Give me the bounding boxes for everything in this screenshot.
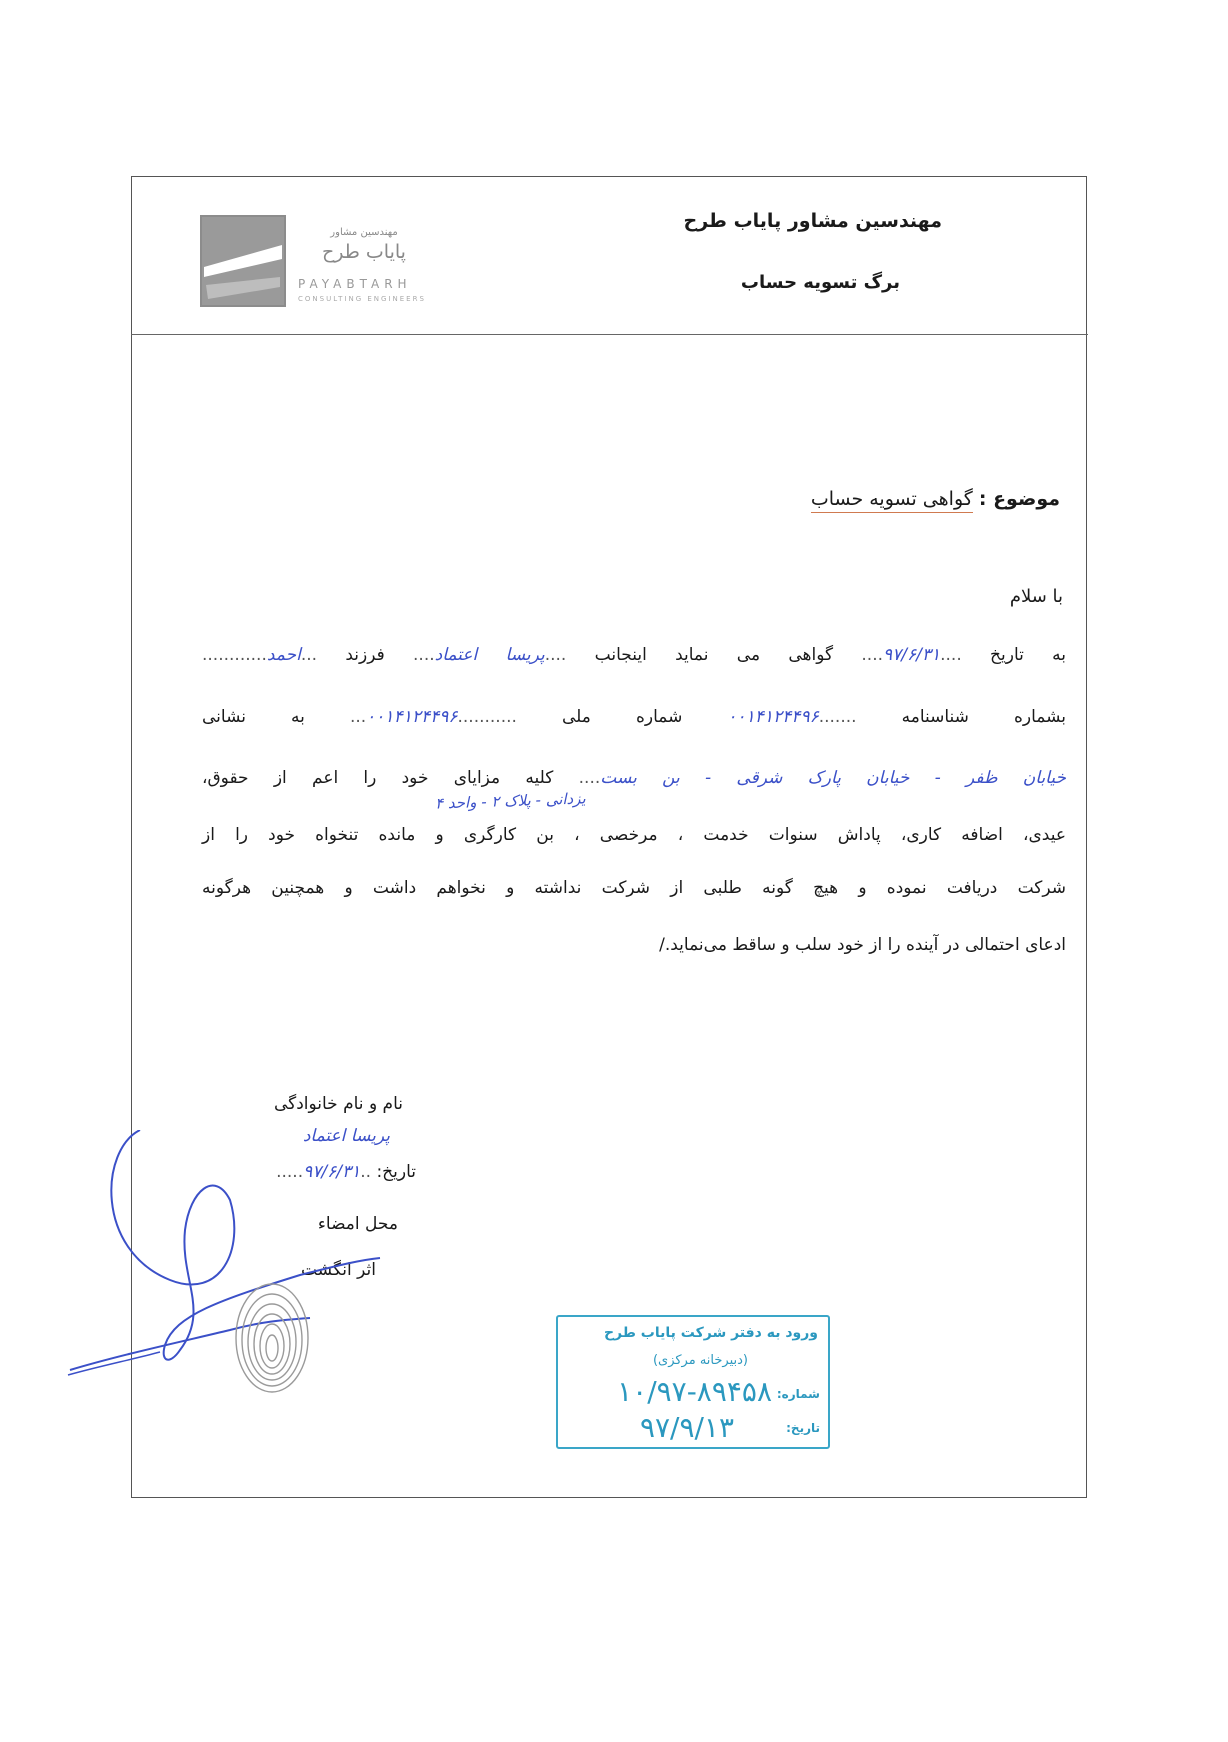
logo-mark-icon [200,215,286,307]
body-line-5: شرکت دریافت نموده و هیچ گونه طلبی از شرکت نداشته و نخواهم داشت و همچنین هرگونه [202,878,1066,898]
handwritten-address: خیابان ظفر - خیابان پارک شرقی - بن بست [600,768,1066,788]
company-name: مهندسین مشاور پایاب طرح [683,210,942,232]
thumbprint-label: اثر انگشت [301,1260,376,1280]
body-text: بشماره شناسنامه [901,707,1066,727]
handwritten-id-number: ۰۰۱۴۱۲۴۴۹۶ [727,707,819,727]
stamp-date-label: تاریخ: [786,1421,820,1435]
stamp-date-value: ۹۷/۹/۱۳ [639,1411,734,1444]
fingerprint-icon [232,1280,312,1396]
stamp-number-label: شماره: [776,1387,820,1401]
body-text: گواهی می نماید اینجانب [594,645,834,665]
stamp-number-value: ۱۰/۹۷-۸۹۴۵۸ [617,1375,772,1408]
handwritten-name: پریسا اعتماد [434,645,545,665]
receipt-stamp [556,1315,830,1449]
handwritten-signature-date: ۹۷/۶/۳۱ [303,1162,361,1182]
form-title: برگ تسویه حساب [740,272,900,293]
signature-date: تاریخ: ..۹۷/۶/۳۱..... [276,1162,416,1182]
body-text: فرزند [345,645,385,665]
signature-place-label: محل امضاء [317,1214,398,1234]
stamp-title: ورود به دفتر شرکت پایاب طرح [603,1325,818,1341]
body-text: به نشانی [202,707,305,727]
handwritten-address-line-2: یزدانی - پلاک ۲ - واحد ۴ [435,789,587,813]
body-text: شماره ملی [562,707,683,727]
subject-label: موضوع : [978,488,1060,510]
company-logo [200,215,475,311]
handwritten-signer-name: پریسا اعتماد [302,1126,390,1146]
greeting: با سلام [1009,586,1063,607]
handwritten-date: ۹۷/۶/۳۱ [883,645,941,665]
body-line-4: عیدی، اضافه کاری، پاداش سنوات خدمت ، مرخصی ، بن کارگری و مانده تنخواه خود را از [202,825,1066,845]
body-text: به تاریخ [990,645,1067,665]
stamp-subtitle: (دبیرخانه مرکزی) [652,1353,748,1368]
handwritten-national-id: ۰۰۱۴۱۲۴۴۹۶ [366,707,458,727]
body-line-3: خیابان ظفر - خیابان پارک شرقی - بن بست.... کلیه مزایای خود را اعم از حقوق، [202,768,1066,788]
handwritten-signature [60,1130,400,1390]
subject-value: گواهی تسویه حساب [811,488,973,513]
body-line-1: به تاریخ ....۹۷/۶/۳۱.... گواهی می نماید اینجانب ....پریسا اعتماد.... فرزند ...احمد............ [202,645,1067,665]
header-divider [131,334,1088,335]
name-label: نام و نام خانوادگی [273,1094,403,1114]
logo-subtitle-fa: مهندسین مشاور [330,227,398,238]
body-text: کلیه مزایای خود را اعم از حقوق، [202,768,554,788]
logo-subtitle-en: CONSULTING ENGINEERS [298,295,426,303]
logo-name-fa: پایاب طرح [322,241,406,263]
signature-date-label: تاریخ: [376,1162,416,1182]
handwritten-father-name: احمد [266,645,301,665]
body-line-6: ادعای احتمالی در آینده را از خود سلب و ساقط می‌نماید./ [659,935,1066,955]
logo-name-en: PAYABTARH [298,277,412,291]
body-line-2: بشماره شناسنامه .......۰۰۱۴۱۲۴۴۹۶ شماره ملی ...........۰۰۱۴۱۲۴۴۹۶... به نشانی [202,707,1066,727]
subject-line [811,488,1060,510]
